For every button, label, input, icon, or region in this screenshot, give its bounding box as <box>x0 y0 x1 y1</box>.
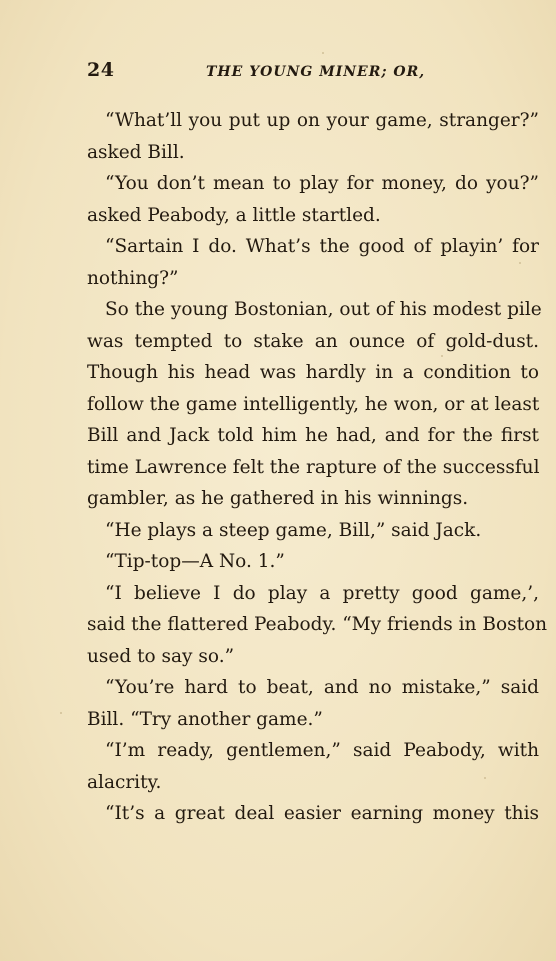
text-line: nothing?” <box>87 267 179 289</box>
text-line: “Sartain I do. What’s the good of playin’ for <box>105 236 539 257</box>
text-line: “What’ll you put up on your game, stranger?” <box>105 110 539 131</box>
text-line: “Tip-top—A No. 1.” <box>105 551 285 572</box>
text-line: Bill and Jack told him he had, and for the first <box>87 425 539 446</box>
text-line: follow the game intelligently, he won, or at least <box>87 393 540 415</box>
text-line: alacrity. <box>87 771 162 793</box>
body-text <box>87 105 548 830</box>
paper-speck <box>484 777 486 779</box>
paper-speck <box>322 52 324 54</box>
text-line: So the young Bostonian, out of his modest pile <box>105 299 542 320</box>
paper-speck <box>60 712 62 714</box>
paper-speck <box>441 355 443 357</box>
text-line: asked Peabody, a little startled. <box>87 204 381 226</box>
text-line: time Lawrence felt the rapture of the successful <box>87 456 540 478</box>
page-header <box>0 56 556 86</box>
text-line: Though his head was hardly in a condition to <box>87 362 539 383</box>
text-line: asked Bill. <box>87 141 185 163</box>
running-head: THE YOUNG MINER; OR, <box>206 64 426 80</box>
text-line: “You’re hard to beat, and no mistake,” said <box>105 677 539 698</box>
text-line: “I believe I do play a pretty good game,’, <box>105 582 539 604</box>
text-line: “It’s a great deal easier earning money this <box>105 803 539 824</box>
text-line: “You don’t mean to play for money, do you?” <box>105 173 539 194</box>
paper-speck <box>519 262 521 264</box>
text-line: “He plays a steep game, Bill,” said Jack. <box>105 519 482 541</box>
text-line: gambler, as he gathered in his winnings. <box>87 488 469 509</box>
text-line: Bill. “Try another game.” <box>87 708 323 730</box>
text-line: said the flattered Peabody. “My friends in Boston <box>87 614 548 635</box>
page-number: 24 <box>87 59 115 81</box>
text-line: used to say so.” <box>87 645 235 667</box>
text-line: was tempted to stake an ounce of gold-dust. <box>87 330 539 352</box>
text-line: “I’m ready, gentlemen,” said Peabody, with <box>105 740 539 761</box>
